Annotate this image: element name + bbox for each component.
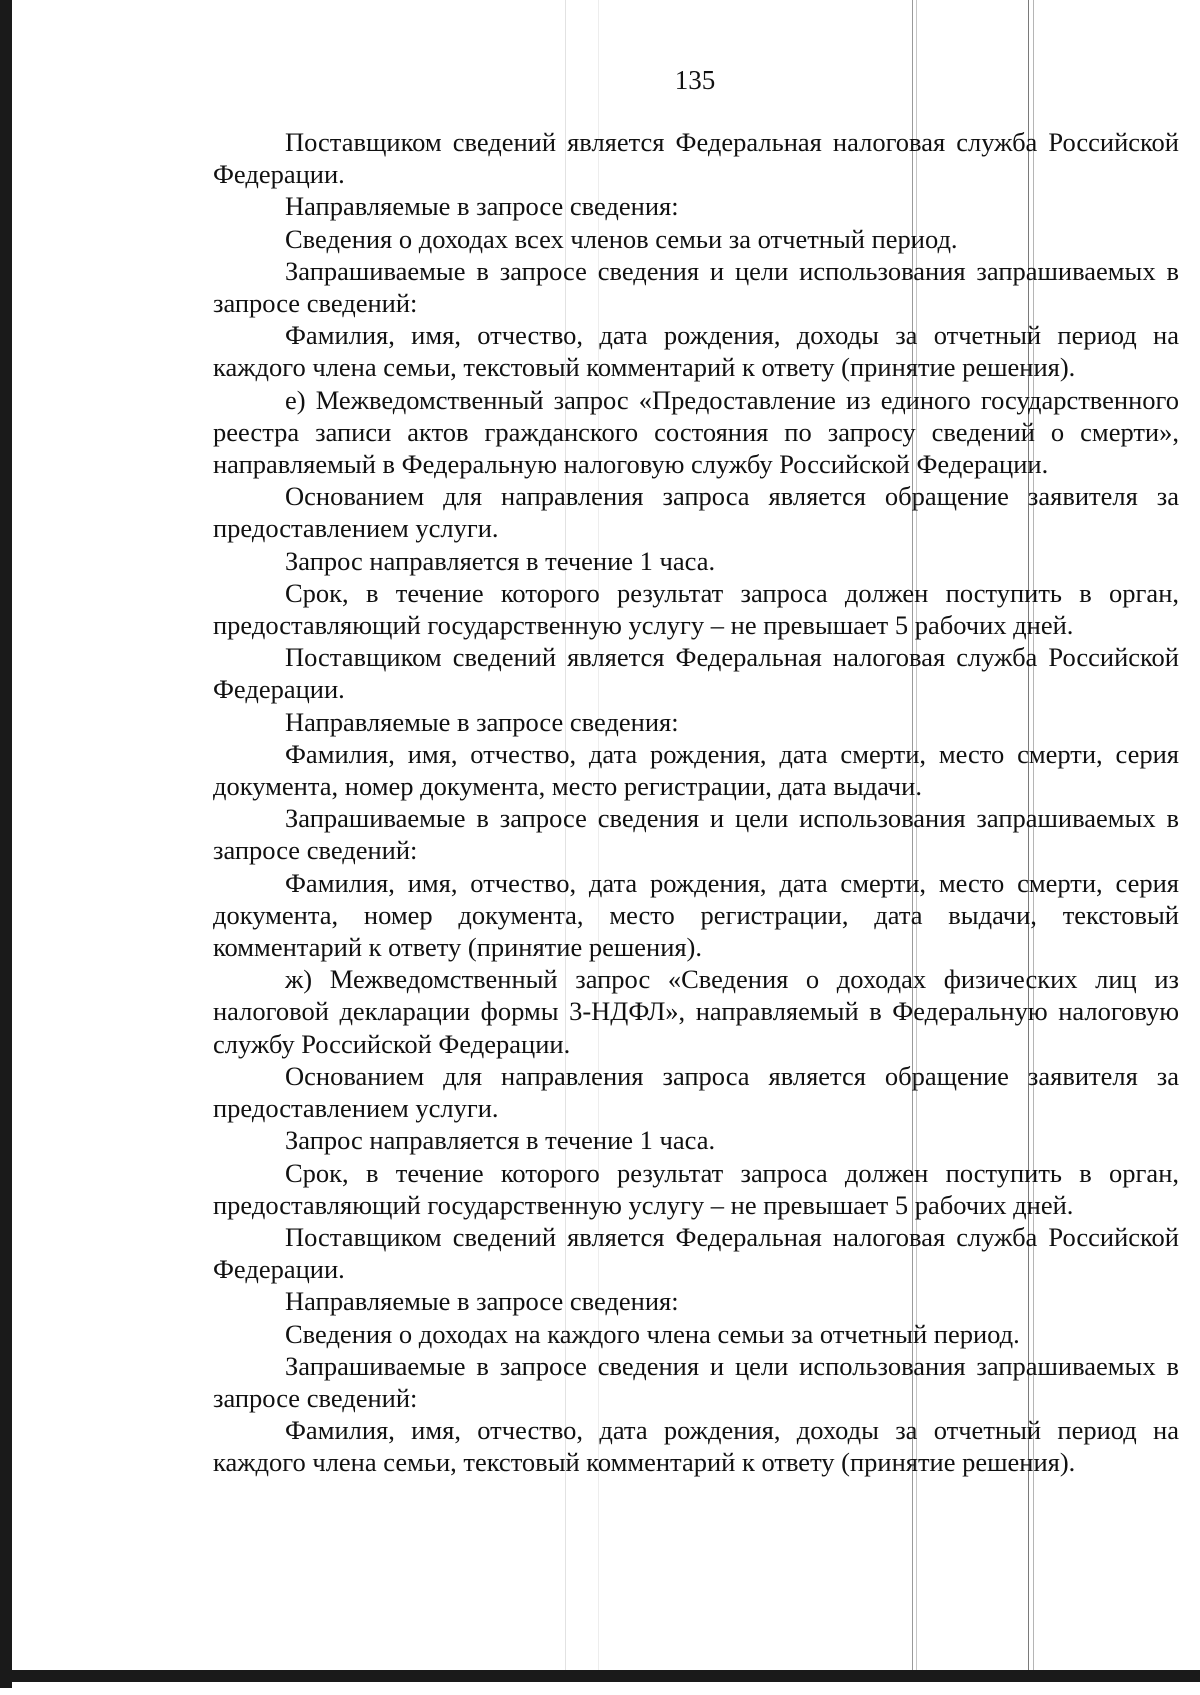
paragraph: Фамилия, имя, отчество, дата рождения, доходы за отчетный период на каждого члена семьи, текстовый комментарий к ответу (принятие решения). [213, 1415, 1179, 1478]
paragraph: Сведения о доходах на каждого члена семьи за отчетный период. [285, 1318, 1020, 1349]
paragraph: Поставщиком сведений является Федеральная налоговая служба Российской Федерации. [213, 127, 1179, 190]
paragraph: Фамилия, имя, отчество, дата рождения, доходы за отчетный период на каждого члена семьи, текстовый комментарий к ответу (принятие решения). [213, 320, 1179, 383]
paragraph: Основанием для направления запроса является обращение заявителя за предоставлением услуги. [213, 1060, 1179, 1124]
paragraph: Запрашиваемые в запросе сведения и цели использования запрашиваемых в запросе сведений: [213, 255, 1179, 319]
paragraph: Срок, в течение которого результат запроса должен поступить в орган, предоставляющий государственную услугу – не превышает 5 рабочих дней. [213, 577, 1179, 641]
paragraph: Поставщиком сведений является Федеральная налоговая служба Российской Федерации. [213, 1221, 1179, 1285]
paragraph: Поставщиком сведений является Федеральная налоговая служба Российской Федерации. [213, 642, 1179, 705]
document-body [213, 126, 1179, 1479]
paragraph: ж) Межведомственный запрос «Сведения о доходах физических лиц из налоговой декларации формы 3-НДФЛ», направляемый в Федеральную налоговую службу Российской Федерации. [213, 964, 1179, 1059]
paragraph: Направляемые в запросе сведения: [285, 191, 679, 222]
paragraph: Срок, в течение которого результат запроса должен поступить в орган, предоставляющий государственную услугу – не превышает 5 рабочих дней. [213, 1157, 1179, 1220]
scan-left-edge [0, 0, 12, 1688]
paragraph: Запрашиваемые в запросе сведения и цели использования запрашиваемых в запросе сведений: [213, 1350, 1179, 1413]
paragraph: Направляемые в запросе сведения: [285, 1286, 679, 1317]
paragraph: Сведения о доходах всех членов семьи за отчетный период. [285, 223, 958, 254]
scan-bottom-edge [0, 1670, 1200, 1682]
paragraph: Запрашиваемые в запросе сведения и цели использования запрашиваемых в запросе сведений: [213, 803, 1179, 866]
paragraph: е) Межведомственный запрос «Предоставление из единого государственного реестра записи актов гражданского состояния по запросу сведений о смерти», направляемый в Федеральную налоговую службу Российской Федерации. [213, 384, 1179, 480]
page-number: 135 [674, 65, 716, 95]
paragraph: Фамилия, имя, отчество, дата рождения, дата смерти, место смерти, серия документа, номер документа, место регистрации, дата выдачи, текстовый комментарий к ответу (принятие решения). [213, 867, 1179, 963]
paragraph: Основанием для направления запроса является обращение заявителя за предоставлением услуги. [213, 481, 1179, 544]
paragraph: Запрос направляется в течение 1 часа. [285, 545, 716, 576]
paragraph: Направляемые в запросе сведения: [285, 706, 679, 737]
paragraph: Фамилия, имя, отчество, дата рождения, дата смерти, место смерти, серия документа, номер документа, место регистрации, дата выдачи. [213, 738, 1179, 802]
paragraph: Запрос направляется в течение 1 часа. [285, 1125, 716, 1156]
